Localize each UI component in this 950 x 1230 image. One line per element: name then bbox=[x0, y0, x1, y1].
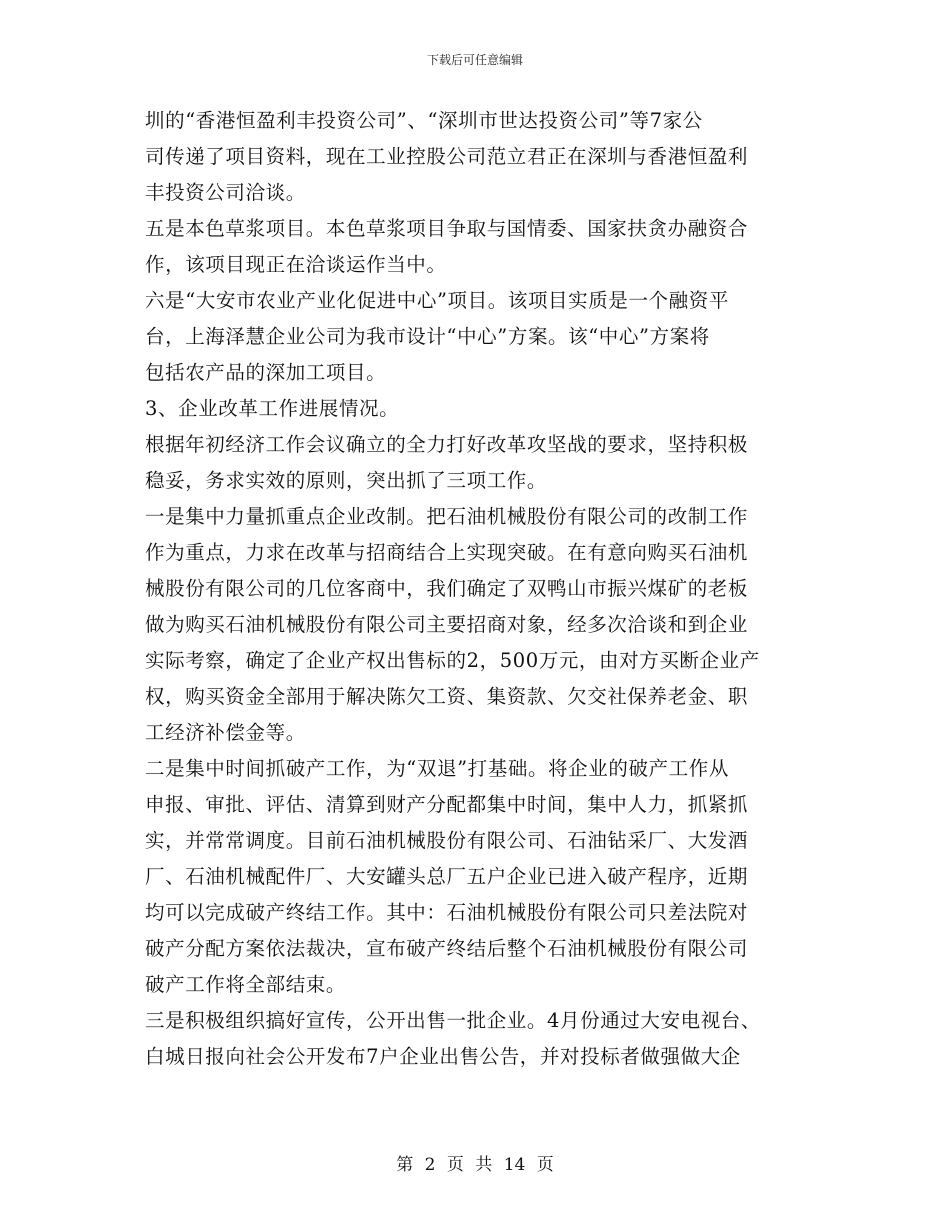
text-line: 一是集中力量抓重点企业改制。把石油机械股份有限公司的改制工作 bbox=[145, 505, 749, 528]
text-line: 厂、石油机械配件厂、大安罐头总厂五户企业已进入破产程序，近期 bbox=[145, 865, 749, 888]
text-line: 权，购买资金全部用于解决陈欠工资、集资款、欠交社保养老金、职 bbox=[145, 685, 749, 708]
text-line: 白城日报向社会公开发布7户企业出售公告，并对投标者做强做大企 bbox=[145, 1045, 741, 1068]
text-line: 实，并常常调度。目前石油机械股份有限公司、石油钻采厂、大发酒 bbox=[145, 829, 749, 852]
page-number-footer: 第 2 页 共 14 页 bbox=[396, 1155, 554, 1175]
text-line: 申报、审批、评估、清算到财产分配都集中时间，集中人力，抓紧抓 bbox=[145, 793, 749, 816]
text-line: 六是“大安市农业产业化促进中心”项目。该项目实质是一个融资平 bbox=[145, 289, 729, 312]
text-line: 根据年初经济工作会议确立的全力打好改革攻坚战的要求，坚持积极 bbox=[145, 433, 749, 456]
text-line: 圳的“香港恒盈利丰投资公司”、“深圳市世达投资公司”等7家公 bbox=[145, 109, 703, 132]
text-line: 司传递了项目资料，现在工业控股公司范立君正在深圳与香港恒盈利 bbox=[145, 145, 749, 168]
text-line: 三是积极组织搞好宣传，公开出售一批企业。4月份通过大安电视台、 bbox=[145, 1009, 762, 1032]
document-body bbox=[145, 103, 805, 1075]
text-line: 工经济补偿金等。 bbox=[145, 721, 306, 744]
text-line: 二是集中时间抓破产工作，为“双退”打基础。将企业的破产工作从 bbox=[145, 757, 729, 780]
text-line: 作为重点，力求在改革与招商结合上实现突破。在有意向购买石油机 bbox=[145, 541, 749, 564]
text-line: 破产工作将全部结束。 bbox=[145, 973, 347, 996]
text-line: 做为购买石油机械股份有限公司主要招商对象，经多次洽谈和到企业 bbox=[145, 613, 749, 636]
text-line: 实际考察，确定了企业产权出售标的2，500万元，由对方买断企业产 bbox=[145, 649, 760, 672]
text-line: 丰投资公司洽谈。 bbox=[145, 181, 306, 204]
text-line: 作，该项目现正在洽谈运作当中。 bbox=[145, 253, 447, 276]
text-line: 破产分配方案依法裁决，宣布破产终结后整个石油机械股份有限公司 bbox=[145, 937, 749, 960]
text-line: 五是本色草浆项目。本色草浆项目争取与国情委、国家扶贪办融资合 bbox=[145, 217, 749, 240]
text-line: 械股份有限公司的几位客商中，我们确定了双鸭山市振兴煤矿的老板 bbox=[145, 577, 749, 600]
section-heading: 3、企业改革工作进展情况。 bbox=[145, 397, 400, 420]
text-line: 稳妥，务求实效的原则，突出抓了三项工作。 bbox=[145, 469, 548, 492]
text-line: 包括农产品的深加工项目。 bbox=[145, 361, 387, 384]
text-line: 均可以完成破产终结工作。其中：石油机械股份有限公司只差法院对 bbox=[145, 901, 749, 924]
text-line: 台，上海泽慧企业公司为我市设计“中心”方案。该“中心”方案将 bbox=[145, 325, 710, 348]
page-header: 下载后可任意编辑 bbox=[426, 53, 523, 67]
